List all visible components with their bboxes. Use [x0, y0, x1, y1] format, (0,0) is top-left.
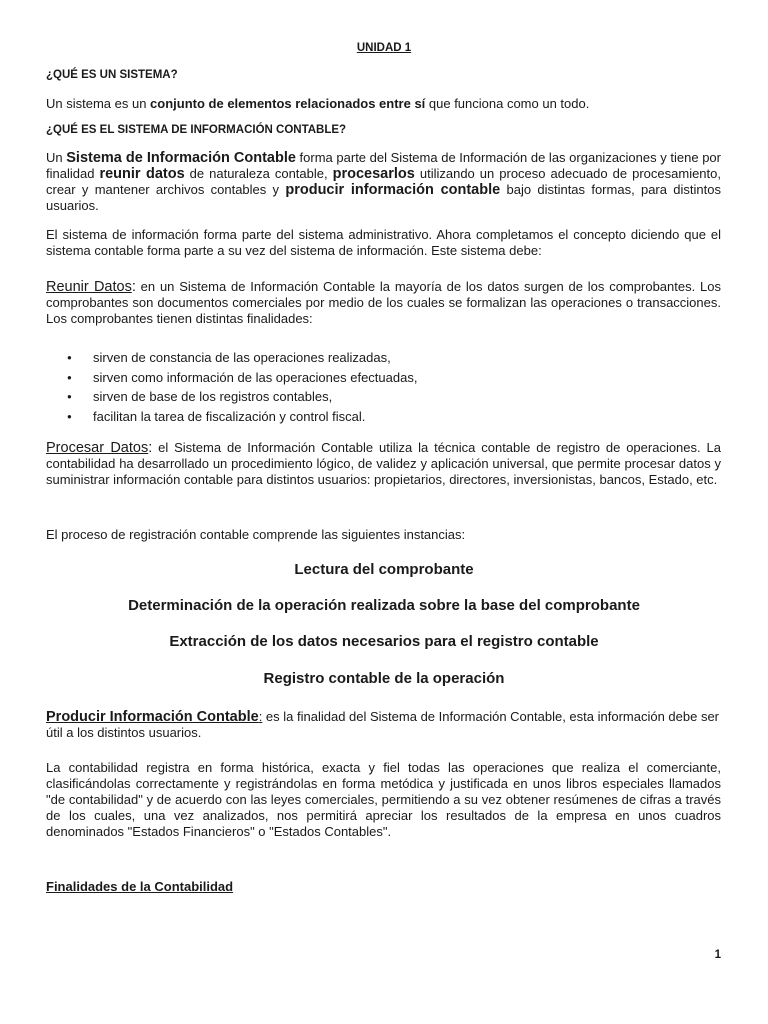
- procesar-datos-label: Procesar Datos: [46, 440, 149, 456]
- page-number: 1: [714, 949, 721, 961]
- text-run-bold: conjunto de elementos relacionados entre sí: [150, 96, 426, 111]
- text-run: que funciona como un todo.: [425, 96, 590, 111]
- heading-finalidades: Finalidades de la Contabilidad: [46, 879, 234, 894]
- producir-informacion-label: Producir Información Contable: [46, 709, 259, 725]
- text-run: :: [258, 709, 263, 724]
- text-run: de naturaleza contable,: [184, 166, 333, 181]
- paragraph-reunir-datos: [46, 279, 721, 327]
- text-run: forma parte del Sistema de Información de las organizaciones y tiene por finalidad: [46, 150, 721, 181]
- text-run-bold: reunir datos: [99, 166, 185, 182]
- comprobantes-bullet-list: [46, 348, 417, 426]
- text-run: Un: [46, 150, 67, 165]
- unit-title: UNIDAD 1: [356, 42, 412, 54]
- heading-que-es-sic: ¿QUÉ ES EL SISTEMA DE INFORMACIÓN CONTABLE?: [46, 124, 347, 136]
- process-step-3: Extracción de los datos necesarios para el registro contable: [169, 633, 599, 650]
- paragraph-procesar-datos: [46, 440, 721, 488]
- process-step-1: Lectura del comprobante: [294, 561, 474, 578]
- heading-que-es-sistema: ¿QUÉ ES UN SISTEMA?: [46, 69, 178, 81]
- text-run: bajo distintas formas, para distintos usuarios.: [46, 182, 721, 213]
- text-run-bold: Sistema de Información Contable: [66, 150, 296, 166]
- text-run: utilizando un proceso adecuado de procesamiento, crear y mantener archivos contables y: [46, 166, 721, 197]
- text-run: en un Sistema de Información Contable la mayoría de los datos surgen de los comprobantes. Los comprobantes son documentos comerciales por medio de los cuales se formalizan las operaciones o transacciones. Los comprobantes tienen distintas finalidades:: [46, 279, 721, 326]
- list-item: ● sirven como información de las operaciones efectuadas,: [46, 368, 417, 388]
- list-item: ● facilitan la tarea de fiscalización y control fiscal.: [46, 407, 417, 427]
- text-run-bold: producir información contable: [285, 182, 501, 198]
- list-item: ● sirven de base de los registros contables,: [46, 387, 417, 407]
- paragraph-producir-informacion: [46, 709, 721, 741]
- paragraph-sistema-administrativo: El sistema de información forma parte del sistema administrativo. Ahora completamos el concepto diciendo que el sistema contable forma parte a su vez del sistema de información. Este sistema debe:: [46, 227, 721, 258]
- paragraph-sic-definition: [46, 150, 721, 214]
- text-run: es la finalidad del Sistema de Información Contable, esta información debe ser útil a los distintos usuarios.: [46, 709, 720, 740]
- paragraph-proceso-intro: El proceso de registración contable comprende las siguientes instancias:: [46, 527, 466, 542]
- paragraph-sistema-definition: [46, 96, 721, 112]
- text-run: :: [148, 440, 153, 456]
- reunir-datos-label: Reunir Datos: [46, 279, 132, 295]
- list-item: ● sirven de constancia de las operaciones realizadas,: [46, 348, 417, 368]
- text-run: Un sistema es un: [46, 96, 151, 111]
- text-run: el Sistema de Información Contable utiliza la técnica contable de registro de operaciones. La contabilidad ha desarrollado un procedimiento lógico, de validez y aplicación universal, que permite procesar datos y suministrar información contable para distintos usuarios: propietarios, directores, inversionistas, bancos, Estado, etc.: [46, 440, 721, 487]
- process-step-2: Determinación de la operación realizada sobre la base del comprobante: [128, 597, 640, 614]
- text-run-bold: procesarlos: [332, 166, 415, 182]
- paragraph-contabilidad: La contabilidad registra en forma histórica, exacta y fiel todas las operaciones que realiza el comerciante, clasificándolas correctamente y registrándolas en forma metódica y justificada en unos libros especiales llamados "de contabilidad" y de acuerdo con las leyes comerciales, permitiendo a su vez obtener resúmenes de cifras a través de los cuales, una vez analizados, nos permitirá apreciar los resultados de la empresa en unos cuadros denominados "Estados Financieros" o "Estados Contables".: [46, 760, 721, 839]
- text-run: :: [131, 279, 136, 295]
- process-step-4: Registro contable de la operación: [263, 670, 505, 687]
